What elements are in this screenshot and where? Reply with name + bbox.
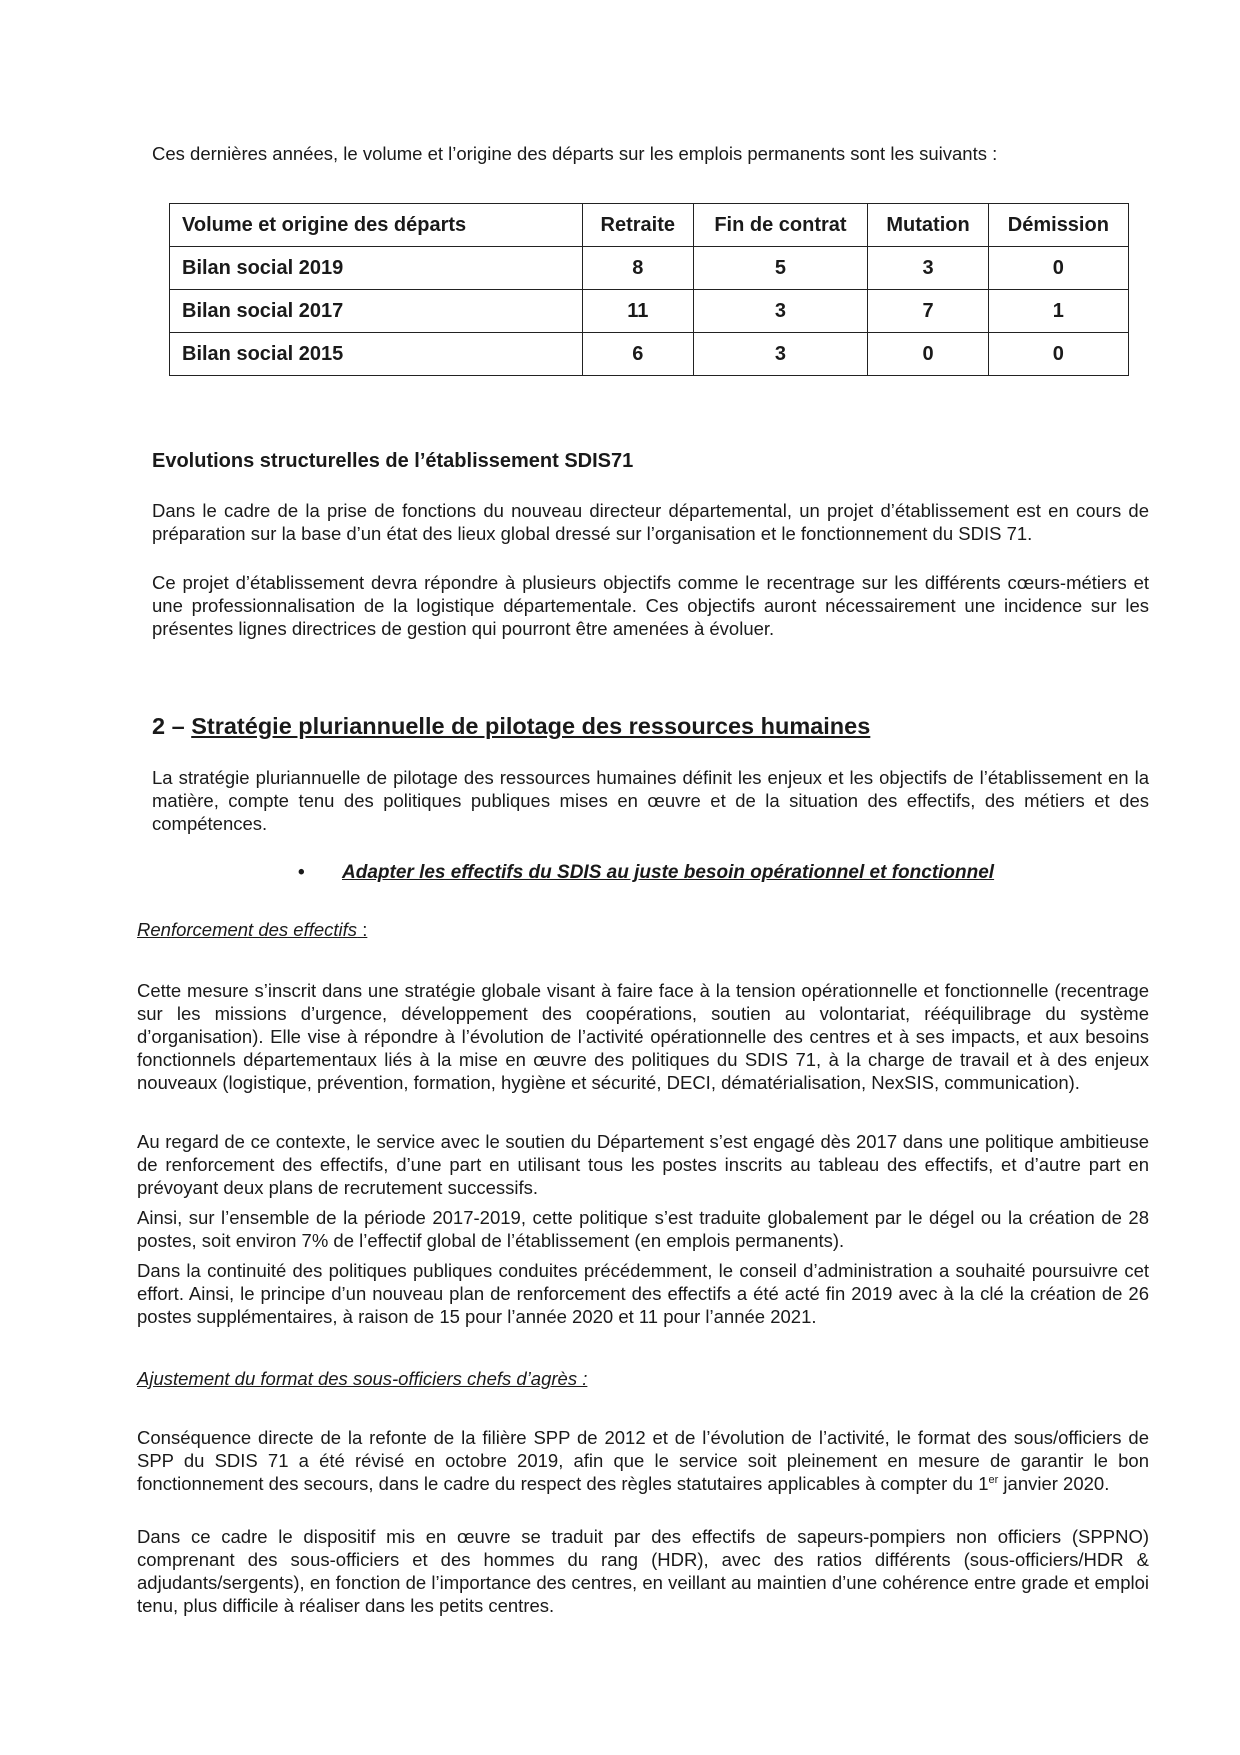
renforcement-subheading [137,919,367,941]
table-header-mutation: Mutation [868,204,988,247]
row-label: Bilan social 2015 [170,333,583,376]
ajustement-p1-sup: er [988,1473,999,1486]
bullet-icon: • [298,862,305,883]
cell-demission: 0 [988,333,1128,376]
cell-mutation: 7 [868,290,988,333]
section-2-paragraph: La stratégie pluriannuelle de pilotage des ressources humaines définit les enjeux et les objectifs de l’établissement en la matière, compte tenu des politiques publiques mises en œuvre et de la situation des effectifs, des métiers et des compétences. [152,767,1149,834]
section-2-title: Stratégie pluriannuelle de pilotage des ressources humaines [191,713,871,739]
section-2-heading [152,713,870,740]
renforcement-paragraph-2: Au regard de ce contexte, le service avec le soutien du Département s’est engagé dès 2017 dans une politique ambitieuse de renforcement des effectifs, d’une part en utilisant tous les postes inscrits au tableau des effectifs, et d’autre part en prévoyant deux plans de recrutement successifs. [137,1131,1149,1198]
cell-fin-de-contrat: 3 [693,290,868,333]
cell-mutation: 0 [868,333,988,376]
row-label: Bilan social 2019 [170,247,583,290]
cell-retraite: 11 [583,290,694,333]
cell-retraite: 6 [583,333,694,376]
evolutions-heading: Evolutions structurelles de l’établissement SDIS71 [152,450,634,472]
cell-fin-de-contrat: 5 [693,247,868,290]
table-row [170,290,1129,333]
renforcement-colon: : [357,919,368,940]
cell-fin-de-contrat: 3 [693,333,868,376]
table-header-row [170,204,1129,247]
ajustement-subheading: Ajustement du format des sous-officiers chefs d’agrès : [137,1368,588,1389]
bullet-text: Adapter les effectifs du SDIS au juste besoin opérationnel et fonctionnel [342,862,995,883]
evolutions-paragraph-2: Ce projet d’établissement devra répondre à plusieurs objectifs comme le recentrage sur les différents cœurs-métiers et une professionnalisation de la logistique départementale. Ces objectifs auront nécessairement une incidence sur les présentes lignes directrices de gestion qui pourront être amenées à évoluer. [152,572,1149,639]
renforcement-paragraph-3: Ainsi, sur l’ensemble de la période 2017-2019, cette politique s’est traduite globalement par le dégel ou la création de 28 postes, soit environ 7% de l’effectif global de l’établissement (en emplois permanents). [137,1207,1149,1251]
intro-paragraph: Ces dernières années, le volume et l’origine des départs sur les emplois permanents sont les suivants : [152,143,998,164]
table-header-label: Volume et origine des départs [170,204,583,247]
bullet-item [298,862,994,884]
cell-retraite: 8 [583,247,694,290]
cell-mutation: 3 [868,247,988,290]
row-label: Bilan social 2017 [170,290,583,333]
renforcement-paragraph-1: Cette mesure s’inscrit dans une stratégie globale visant à faire face à la tension opérationnelle et fonctionnelle (recentrage sur les missions d’urgence, développement des coopérations, soutien au volontariat, rééquilibrage du système d’organisation). Elle vise à répondre à l’évolution de l’activité opérationnelle des centres et à ses impacts, et aux besoins fonctionnels départementaux liés à la mise en œuvre des politiques du SDIS 71, à la charge de travail et à des enjeux nouveaux (logistique, prévention, formation, hygiène et sécurité, DECI, dématérialisation, NexSIS, communication). [137,980,1149,1093]
ajustement-p1-end: janvier 2020. [998,1473,1110,1494]
section-2-number: 2 – [152,713,185,739]
table-header-demission: Démission [988,204,1128,247]
ajustement-paragraph-2: Dans ce cadre le dispositif mis en œuvre se traduit par des effectifs de sapeurs-pompiers non officiers (SPPNO) comprenant des sous-officiers et des hommes du rang (HDR), avec des ratios différents (sous-officiers/HDR & adjudants/sergents), en fonction de l’importance des centres, en veillant au maintien d’une cohérence entre grade et emploi tenu, plus difficile à réaliser dans les petits centres. [137,1526,1149,1616]
table-header-fin-de-contrat: Fin de contrat [693,204,868,247]
table-row [170,247,1129,290]
renforcement-title: Renforcement des effectifs [137,919,358,940]
ajustement-paragraph-1 [137,1426,1149,1495]
renforcement-paragraph-4: Dans la continuité des politiques publiques conduites précédemment, le conseil d’administration a souhaité poursuivre cet effort. Ainsi, le principe d’un nouveau plan de renforcement des effectifs a été acté fin 2019 avec à la clé la création de 26 postes supplémentaires, à raison de 15 pour l’année 2020 et 11 pour l’année 2021. [137,1260,1149,1327]
table-row [170,333,1129,376]
table-header-retraite: Retraite [583,204,694,247]
cell-demission: 1 [988,290,1128,333]
ajustement-p1-text: Conséquence directe de la refonte de la filière SPP de 2012 et de l’évolution de l’activité, le format des sous/officiers de SPP du SDIS 71 a été révisé en octobre 2019, afin que le service soit pleinement en mesure de garantir le bon fonctionnement des secours, dans le cadre du respect des règles statutaires applicables à compter du 1 [137,1427,1149,1494]
cell-demission: 0 [988,247,1128,290]
departs-table [169,203,1129,376]
evolutions-paragraph-1: Dans le cadre de la prise de fonctions du nouveau directeur départemental, un projet d’établissement est en cours de préparation sur la base d’un état des lieux global dressé sur l’organisation et le fonctionnement du SDIS 71. [152,500,1149,544]
